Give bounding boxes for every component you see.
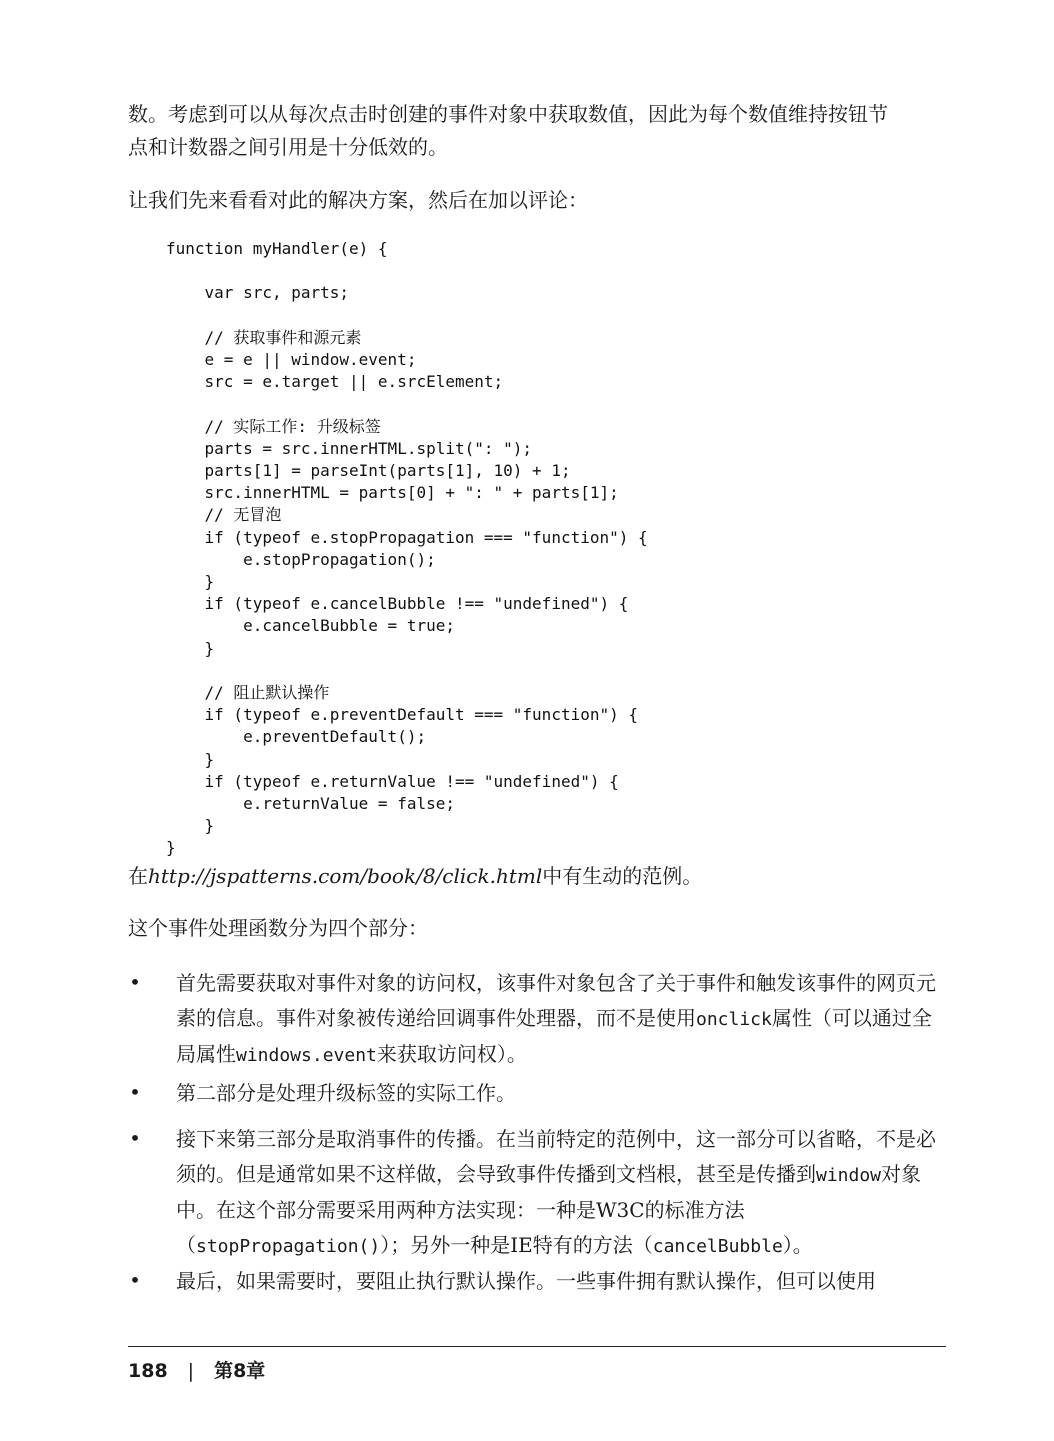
footer-separator: | [187,1360,195,1382]
inline-code-cancel-bubble: cancelBubble [652,1236,783,1257]
bullet-icon: • [129,1080,141,1104]
example-paragraph [128,860,948,893]
bullet-icon: • [129,1268,141,1292]
inline-code-windows-event: windows.event [236,1045,377,1066]
inline-code-stop-propagation: stopPropagation() [196,1236,381,1257]
code-block: function myHandler(e) { var src, parts; // 获取事件和源元素 e = e || window.event; src = e.target || e.srcElement; // 实际工作: 升级标签 parts = src.innerHTML.split(": "); parts[1] = parseInt(parts[1], 10) + 1; src.innerHTML = parts[0] + ": " + parts[1]; // 无冒泡 if (typeof e.stopPropagation === "function") { e.stopPropagation(); } if (typeof e.cancelBubble !== "undefined") { e.cancelBubble = true; } // 阻止默认操作 if (typeof e.preventDefault === "function") { e.preventDefault(); } if (typeof e.returnValue !== "undefined") { e.returnValue = false; } } [166,239,648,858]
inline-code-onclick: onclick [696,1009,772,1030]
intro-paragraph [128,98,948,164]
intro-line-1: 数。考虑到可以从每次点击时创建的事件对象中获取数值，因此为每个数值维持按钮节 [128,102,888,126]
chapter-label: 第8章 [214,1360,266,1382]
example-suffix: 中有生动的范例。 [542,864,703,888]
intro-line-2: 点和计数器之间引用是十分低效的。 [128,135,448,159]
bullet-icon: • [129,970,141,994]
bullet-text-3: 接下来第三部分是取消事件的传播。在当前特定的范例中，这一部分可以省略，不是必须的。但是通常如果不这样做，会导致事件传播到文档根，甚至是传播到window对象中。在这个部分需要采用两种方法实现：一种是W3C的标准方法（stopPropagation()）；另外一种是IE特有的方法（cancelBubble）。 [176,1127,936,1257]
bullet-text-2: 第二部分是处理升级标签的实际工作。 [176,1081,516,1105]
bullet-icon: • [129,1126,141,1150]
example-url-link[interactable]: http://jspatterns.com/book/8/click.html [148,864,543,888]
example-prefix: 在 [128,864,148,888]
footer-rule [128,1346,946,1347]
page-number: 188 [128,1360,168,1382]
bullet-text-1: 首先需要获取对事件对象的访问权，该事件对象包含了关于事件和触发该事件的网页元素的信息。事件对象被传递给回调事件处理器，而不是使用onclick属性（可以通过全局属性windows.event来获取访问权）。 [176,971,936,1066]
parts-intro-paragraph: 这个事件处理函数分为四个部分： [128,916,428,940]
page-footer [128,1358,265,1384]
bullet-text-4: 最后，如果需要时，要阻止执行默认操作。一些事件拥有默认操作，但可以使用 [176,1269,876,1293]
inline-code-window: window [816,1165,882,1186]
lead-paragraph: 让我们先来看看对此的解决方案，然后在加以评论： [128,188,588,212]
